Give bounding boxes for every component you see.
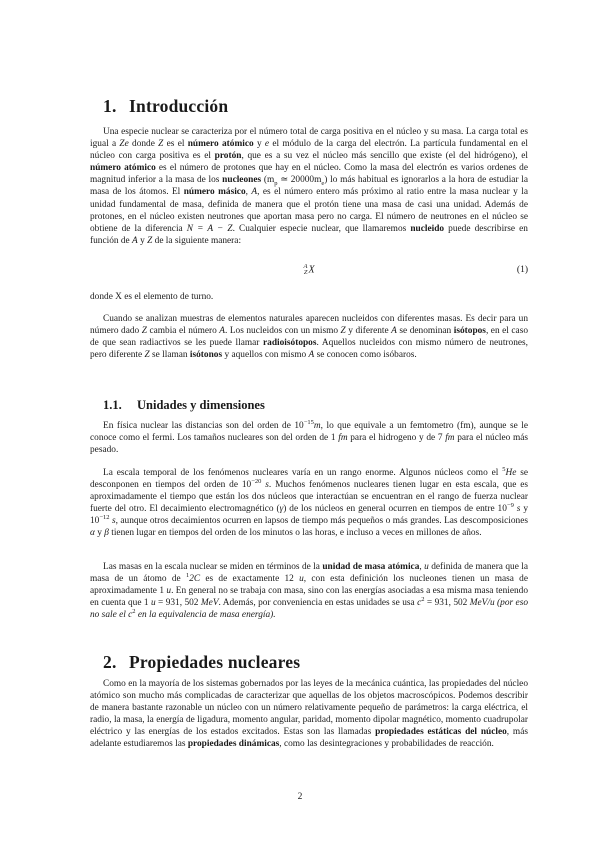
keyword: propiedades dinámicas: [187, 739, 280, 750]
math-run: Ze: [119, 139, 129, 150]
paragraph-propiedades: [90, 678, 528, 751]
text-run: ) de los núcleos en general ocurren en tiempos de entre 10: [283, 504, 507, 515]
superscript: 2: [132, 608, 136, 616]
paragraph-masas: [90, 561, 528, 621]
mass-number-index: A: [303, 263, 308, 270]
subscript: e: [321, 180, 325, 188]
paragraph-equation-note: [90, 291, 528, 303]
superscript: −9: [506, 502, 514, 510]
keyword: nucleones: [222, 175, 262, 186]
text-run: , aunque otros decaimientos ocurren en lapsos de tiempo más pequeños o más grandes. Las descomposiciones: [115, 516, 528, 527]
superscript: 5: [502, 465, 506, 473]
math-run: 2C: [189, 574, 201, 585]
text-run: ≃ 20000m: [277, 175, 322, 186]
math-run: u: [299, 574, 304, 585]
math-run: s: [516, 504, 521, 515]
math-run: A: [132, 235, 138, 246]
atomic-number-index: Z: [303, 269, 308, 276]
superscript: 1: [185, 571, 190, 579]
text-run: , más adelante estudiaremos las: [90, 727, 528, 750]
superscript: 2: [421, 596, 425, 604]
text-run: . Además, por conveniencia en estas unidades se usa: [218, 598, 418, 609]
equation-indices: [303, 264, 307, 276]
section-heading-introduccion: [103, 96, 228, 117]
text-run: se llaman: [149, 350, 190, 361]
text-run: , es el número entero más próximo al ratio entre la masa nuclear y la unidad fundamental de masa, definida de manera que el protón tiene una masa de casi una unidad. Además de protones, en el núcleo existen neutrones que aportan masa pero no carga. El número de neutrones en el núcleo se obtiene de la diferencia: [90, 187, 529, 234]
text-run: . Los nucleidos con un mismo: [225, 326, 341, 337]
math-run: A: [391, 326, 397, 337]
text-run: , en el caso de que sean radiactivos se les puede llamar: [90, 326, 529, 349]
math-run: MeV/u: [469, 598, 495, 609]
text-run: Las masas en la escala nuclear se miden en términos de la: [103, 562, 323, 572]
text-run: . En general no se trabaja con masa, sino con las energías asociadas a esa misma masa teniendo en cuenta que 1: [90, 586, 529, 609]
math-run: N = A − Z: [186, 223, 233, 234]
text-run: donde X es el elemento de turno.: [90, 292, 214, 302]
subsection-heading-unidades: [103, 398, 265, 413]
paragraph-isotopos: [90, 313, 528, 361]
text-run: cambia el número: [146, 326, 220, 337]
paragraph-escala-temporal: [90, 467, 528, 540]
math-run: A: [308, 350, 315, 361]
section-number: 2.: [103, 652, 117, 672]
text-run: definida de manera que la masa de un átomo de: [90, 562, 529, 585]
math-run: u: [424, 562, 429, 572]
page-number: 2: [297, 792, 303, 802]
text-run: ,: [245, 187, 252, 198]
superscript: −15: [303, 418, 314, 426]
text-run: = 931, 502: [424, 598, 470, 609]
math-run: γ: [279, 504, 284, 515]
math-run: c: [417, 598, 422, 609]
keyword: número másico: [183, 187, 246, 198]
text-run: (m: [261, 175, 275, 186]
text-run: y: [253, 139, 265, 150]
math-run: s: [111, 516, 116, 527]
text-run: ,: [419, 562, 425, 572]
math-run: e: [264, 139, 270, 150]
paragraph-intro: [90, 126, 528, 247]
text-run: para el núcleo más pesado.: [90, 433, 529, 456]
text-run: , con esta definición los nucleones tienen un masa de aproximadamente 1: [90, 574, 528, 597]
keyword: isótonos: [189, 350, 223, 361]
text-run: ) lo más habitual es ignorarlos a la hora de estudiar la masa de los átomos. El: [90, 175, 529, 198]
equation-body: [90, 264, 528, 276]
math-run: β: [104, 528, 109, 539]
math-run: A: [219, 326, 225, 337]
keyword: protón: [214, 151, 242, 162]
text-run: es de exactamente 12: [200, 574, 300, 585]
keyword: número atómico: [90, 163, 156, 174]
text-run: donde: [128, 139, 159, 150]
text-run: Una especie nuclear se caracteriza por el número total de carga positiva en el núcleo y su masa. La carga total es igual a: [90, 127, 528, 150]
math-run: u: [150, 598, 156, 609]
math-run: fm: [445, 433, 455, 444]
subsection-title: Unidades y dimensiones: [137, 398, 265, 412]
math-run: Z: [147, 235, 153, 246]
math-run: Z: [340, 326, 346, 337]
text-run: es el: [163, 139, 188, 150]
element-symbol: X: [308, 264, 315, 276]
text-run: se denominan: [396, 326, 454, 337]
text-run: . Aquellos nucleidos con mismo número de neutrones, pero diferente: [90, 338, 528, 361]
math-run: s: [265, 480, 269, 491]
text-run: se conocen como isóbaros.: [314, 350, 417, 361]
math-run: MeV: [200, 598, 219, 609]
section-heading-propiedades: [103, 652, 300, 673]
math-run: A: [251, 187, 258, 198]
math-run: Z: [144, 350, 150, 361]
text-run: para el hidrogeno y de 7: [347, 433, 446, 444]
equation-1: [90, 264, 528, 280]
keyword: unidad de masa atómica: [322, 562, 420, 572]
text-run: y aquellos con mismo: [222, 350, 309, 361]
paragraph-distancias: [90, 420, 528, 456]
subsection-number: 1.1.: [103, 398, 122, 412]
text-run: La escala temporal de los fenómenos nucleares varía en un rango enorme. Algunos núcleos como el: [103, 468, 503, 478]
section-number: 1.: [103, 96, 117, 116]
text-run: , lo que equivale a un femtometro (fm), aunque se le conoce como el fermi. Los tamaños nucleares son del orden de 1: [90, 421, 528, 444]
math-run: α: [90, 528, 95, 539]
math-run: fm: [338, 433, 348, 444]
text-run: de la siguiente manera:: [152, 235, 242, 246]
subscript: p: [274, 180, 278, 188]
text-run: tienen lugar en tiempos del orden de los minutos o las horas, e incluso a veces en millones de años.: [108, 528, 482, 539]
keyword: propiedades estáticas del núcleo: [375, 727, 507, 738]
text-run: y diferente: [345, 326, 392, 337]
text-run: . Muchos fenómenos nucleares tienen lugar en esta escala, que es aproximadamente el tiempo que están los dos núcleos que interactúan se encuentran en el rango de fuerza nuclear fuerte del otro. El decaimiento electromagnético (: [90, 480, 528, 515]
math-run: m: [313, 421, 321, 431]
text-run: puede describirse en función de: [90, 223, 528, 246]
text-run: , que es a su vez el núcleo más sencillo que existe (el del hidrógeno), el: [241, 151, 528, 162]
text-run: En física nuclear las distancias son del orden de 10: [103, 421, 304, 431]
text-run: = 931, 502: [155, 598, 201, 609]
superscript: −12: [99, 514, 110, 522]
keyword: isótopos: [453, 326, 486, 337]
text-run: Cuando se analizan muestras de elementos naturales aparecen nucleidos con diferentes masas. Es decir para un número dado: [90, 314, 528, 337]
text-run: es el número de protones que hay en el núcleo. Como la masa del electrón es varios ordenes de magnitud inferior a la masa de los: [90, 163, 528, 186]
math-run: He: [505, 468, 517, 478]
math-run: Z: [158, 139, 164, 150]
text-run: , como las desintegraciones y probabilidades de reacción.: [279, 739, 494, 750]
text-run: y: [94, 528, 105, 539]
text-run: . Cualquier especie nuclear, que llamaremos: [232, 223, 411, 234]
math-run: u: [166, 586, 172, 597]
section-title: Introducción: [129, 96, 229, 116]
text-run: se desconponen en tiempos del orden de 10: [90, 468, 528, 491]
superscript: −20: [251, 477, 262, 485]
italic-note: (por eso no sale el c: [90, 598, 529, 621]
equation-label: (1): [516, 265, 528, 275]
text-run: el módulo de la carga del electrón. La partícula fundamental en el núcleo con carga positiva es el: [90, 139, 529, 162]
section-title: Propiedades nucleares: [129, 652, 301, 672]
italic-note: en la equivalencia de masa energía).: [135, 610, 276, 621]
text-run: y 10: [90, 504, 529, 527]
keyword: número atómico: [187, 139, 254, 150]
keyword: nucleido: [410, 223, 445, 234]
text-run: y: [137, 235, 148, 246]
keyword: radioisótopos: [263, 338, 317, 349]
math-run: Z: [141, 326, 147, 337]
text-run: Como en la mayoría de los sistemas gobernados por las leyes de la mecánica cuántica, las propiedades del núcleo atómico son mucho más complicadas de caracterizar que aquellas de los objetos macroscópicos. Podemos describir de manera bastante razonable un núcleo con un número relativamente pequeño de parámetros: la carga eléctrica, el radio, la masa, la energía de ligadura, momento angular, paridad, momento dipolar magnético, momento cuadrupolar eléctrico y las energías de los estados excitados. Estas son las llamadas: [90, 679, 528, 738]
